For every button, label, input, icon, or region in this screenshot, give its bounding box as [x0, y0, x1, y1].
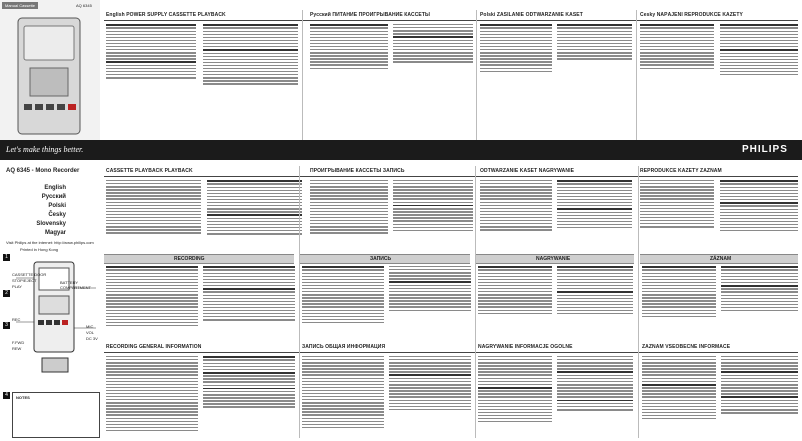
printed-text: Printed in Hong Kong: [20, 247, 59, 252]
language-russian: Русский: [41, 194, 66, 200]
figure-badge-4: 4: [3, 392, 10, 399]
mid-russian-text-2: [393, 180, 473, 233]
top-english-text-2: [203, 24, 298, 86]
product-title: AQ 6345 - Mono Recorder: [6, 168, 80, 174]
brand-strip: [0, 140, 802, 160]
rec-polish-text-2: [557, 266, 633, 316]
bottom-header-czech: ZÁZNAM VŠEOBECNÉ INFORMACE: [642, 344, 731, 350]
label-rew: REW: [12, 346, 22, 351]
top-czech-text-2: [720, 24, 798, 77]
top-russian-text: [310, 24, 388, 71]
language-czech: Česky: [48, 212, 66, 218]
bottom-header-russian: ЗАПИСЬ ОБЩАЯ ИНФОРМАЦИЯ: [302, 344, 386, 350]
recording-header-russian: ЗАПИСЬ: [370, 256, 392, 262]
mid-english-text-2: [207, 180, 302, 236]
recording-header-polish: NAGRYWANIE: [536, 256, 571, 262]
label-dc3v: DC 3V: [86, 336, 98, 341]
top-polish-text-2: [557, 24, 632, 61]
figure-badge-3: 3: [3, 322, 10, 329]
bottom-english-text-2: [203, 356, 295, 410]
mid-polish-text: [480, 180, 552, 232]
slogan: Let's make things better.: [6, 145, 84, 154]
language-english: English: [44, 185, 66, 191]
language-list: [6, 184, 66, 238]
top-header-english: English POWER SUPPLY CASSETTE PLAYBACK: [106, 12, 226, 18]
mid-header-czech: REPRODUKCE KAZETY ZÁZNAM: [640, 168, 722, 174]
mid-polish-text-2: [557, 180, 632, 230]
rec-russian-text: [302, 266, 384, 325]
mid-header-russian: ПРОИГРЫВАНИЕ КАССЕТЫ ЗАПИСЬ: [310, 168, 405, 174]
mid-czech-text: [640, 180, 714, 229]
rec-polish-text: [478, 266, 552, 316]
notes-label: NOTES: [16, 395, 30, 400]
recording-bar-4: [640, 254, 798, 264]
cover-label: Manual Cassette: [2, 2, 38, 9]
recording-bar-3: [476, 254, 634, 264]
mid-russian-text: [310, 180, 388, 235]
mid-czech-text-2: [720, 180, 798, 233]
label-battery-compartment: BATTERY COMPARTMENT: [60, 280, 91, 290]
bottom-english-text: [106, 356, 198, 433]
label-ffwd: F.FWD: [12, 340, 25, 345]
bottom-header-english: RECORDING GENERAL INFORMATION: [106, 344, 202, 350]
top-czech-text: [640, 24, 714, 71]
top-english-text: [106, 24, 196, 80]
top-russian-text-2: [393, 24, 473, 64]
rec-english-text: [106, 266, 198, 328]
recording-header-english: RECORDING: [174, 256, 205, 262]
bottom-russian-text: [302, 356, 384, 430]
bottom-polish-text-2: [557, 356, 633, 412]
rec-english-text-2: [203, 266, 295, 322]
rec-russian-text-2: [389, 266, 471, 313]
figure-badge-2: 2: [3, 290, 10, 297]
language-slovak: Slovensky: [36, 221, 66, 227]
bottom-czech-text-2: [721, 356, 798, 415]
mid-header-polish: ODTWARZANIE KASET NAGRYWANIE: [480, 168, 575, 174]
bottom-polish-text: [478, 356, 552, 424]
recording-bar-2: [300, 254, 470, 264]
language-hungarian: Magyar: [44, 230, 66, 236]
website-text: Visit Philips at the internet: http://www.philips.com: [6, 240, 94, 245]
top-header-russian: Русский ПИТАНИЕ ПРОИГРЫВАНИЕ КАССЕТЫ: [310, 12, 431, 18]
brand-logo: PHILIPS: [742, 144, 788, 155]
bottom-czech-text: [642, 356, 716, 421]
top-header-czech: Česky NAPÁJENÍ REPRODUKCE KAZETY: [640, 12, 743, 18]
recording-header-czech: ZÁZNAM: [710, 256, 732, 262]
top-polish-text: [480, 24, 552, 74]
label-rec: REC: [12, 317, 21, 322]
cover-model-tag: AQ 6345: [76, 3, 92, 8]
cover-panel: [0, 0, 100, 154]
figure-badge-1: 1: [3, 254, 10, 261]
label-stop-eject: STOP/EJECT: [12, 278, 37, 283]
label-mic: MIC: [86, 324, 94, 329]
bottom-header-polish: NAGRYWANIE INFORMACJE OGÓLNE: [478, 344, 573, 350]
language-polish: Polski: [48, 203, 66, 209]
recording-bar-1: [104, 254, 294, 264]
label-cassette-door: CASSETTE DOOR: [12, 272, 47, 277]
recorder-illustration: [10, 12, 90, 142]
rec-czech-text-2: [721, 266, 798, 313]
mid-english-text: [106, 180, 201, 235]
rec-czech-text: [642, 266, 716, 319]
mid-header-english: CASSETTE PLAYBACK PLAYBACK: [106, 168, 193, 174]
label-play: PLAY: [12, 284, 22, 289]
bottom-russian-text-2: [389, 356, 471, 412]
top-header-polish: Polski ZASILANIE ODTWARZANIE KASET: [480, 12, 583, 18]
label-vol: VOL: [86, 330, 95, 335]
